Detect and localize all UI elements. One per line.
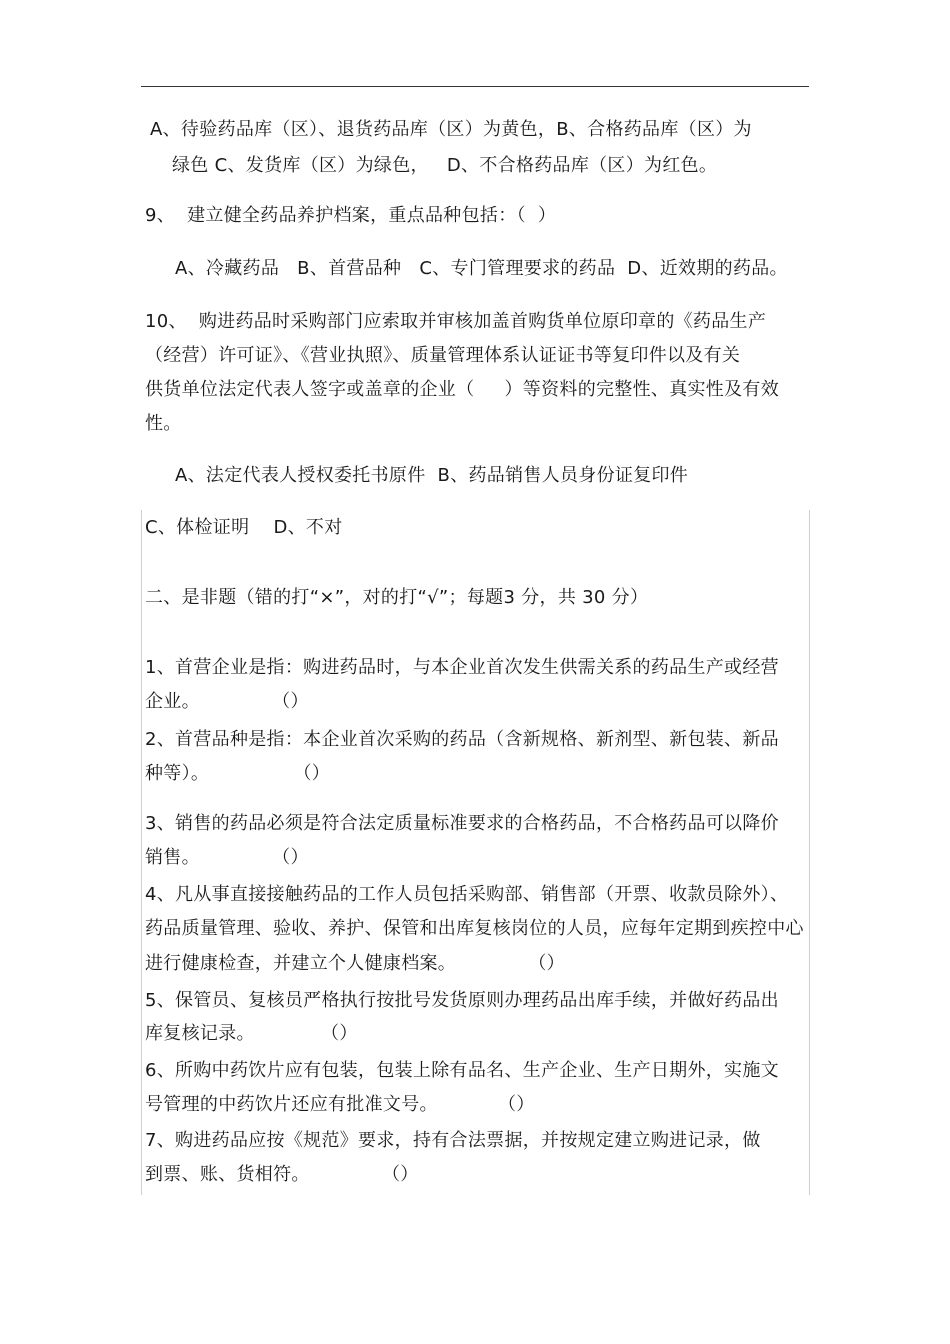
tf-item-5-line-2: 库复核记录。 （） — [145, 1023, 358, 1044]
q10-options-line-1: A、法定代表人授权委托书原件 B、药品销售人员身份证复印件 — [175, 465, 689, 486]
tf-item-2-line-1: 2、首营品种是指：本企业首次采购的药品（含新规格、新剂型、新包装、新品 — [145, 729, 779, 750]
tf-item-4-line-2: 药品质量管理、验收、养护、保管和出库复核岗位的人员，应每年定期到疾控中心 — [145, 918, 804, 939]
q9-options: A、冷藏药品 B、首营品种 C、专门管理要求的药品 D、近效期的药品。 — [175, 258, 788, 279]
q10-question-line-1: 10、 购进药品时采购部门应索取并审核加盖首购货单位原印章的《药品生产 — [145, 311, 767, 332]
header-rule — [141, 86, 809, 87]
tf-item-3-line-2: 销售。 （） — [145, 847, 309, 868]
tf-item-7-line-2: 到票、账、货相符。 （） — [145, 1164, 419, 1185]
tf-item-7-line-1: 7、购进药品应按《规范》要求，持有合法票据，并按规定建立购进记录，做 — [145, 1130, 761, 1151]
tf-item-2-line-2: 种等）。 （） — [145, 763, 331, 784]
tf-item-1-line-2: 企业。 （） — [145, 691, 309, 712]
tf-item-5-line-1: 5、保管员、复核员严格执行按批号发货原则办理药品出库手续，并做好药品出 — [145, 990, 779, 1011]
q8-option-line-1: A、待验药品库（区）、退货药品库（区）为黄色，B、合格药品库（区）为 — [150, 119, 752, 140]
tf-item-6-line-2: 号管理的中药饮片还应有批准文号。 （） — [145, 1094, 535, 1115]
tf-item-1-line-1: 1、首营企业是指：购进药品时，与本企业首次发生供需关系的药品生产或经营 — [145, 657, 779, 678]
table-border-left — [141, 510, 142, 1195]
tf-item-3-line-1: 3、销售的药品必须是符合法定质量标准要求的合格药品，不合格药品可以降价 — [145, 813, 779, 834]
tf-item-4-line-1: 4、凡从事直接接触药品的工作人员包括采购部、销售部（开票、收款员除外）、 — [145, 884, 789, 905]
q10-question-line-2: （经营）许可证》、《营业执照》、质量管理体系认证证书等复印件以及有关 — [145, 345, 741, 366]
tf-item-6-line-1: 6、所购中药饮片应有包装，包装上除有品名、生产企业、生产日期外，实施文 — [145, 1060, 779, 1081]
q8-option-line-2: 绿色 C、发货库（区）为绿色， D、不合格药品库（区）为红色。 — [172, 155, 718, 176]
section-heading-true-false: 二、是非题（错的打“×”，对的打“√”；每题3 分，共 30 分） — [145, 587, 649, 608]
q10-question-line-3: 供货单位法定代表人签字或盖章的企业（ ）等资料的完整性、真实性及有效 — [145, 379, 780, 400]
q10-options-line-2: C、体检证明 D、不对 — [145, 517, 343, 538]
table-border-right — [809, 510, 810, 1195]
q10-question-line-4: 性。 — [145, 413, 182, 434]
tf-item-4-line-3: 进行健康检查，并建立个人健康档案。 （） — [145, 953, 565, 974]
q9-question: 9、 建立健全药品养护档案，重点品种包括：（ ） — [145, 205, 557, 226]
